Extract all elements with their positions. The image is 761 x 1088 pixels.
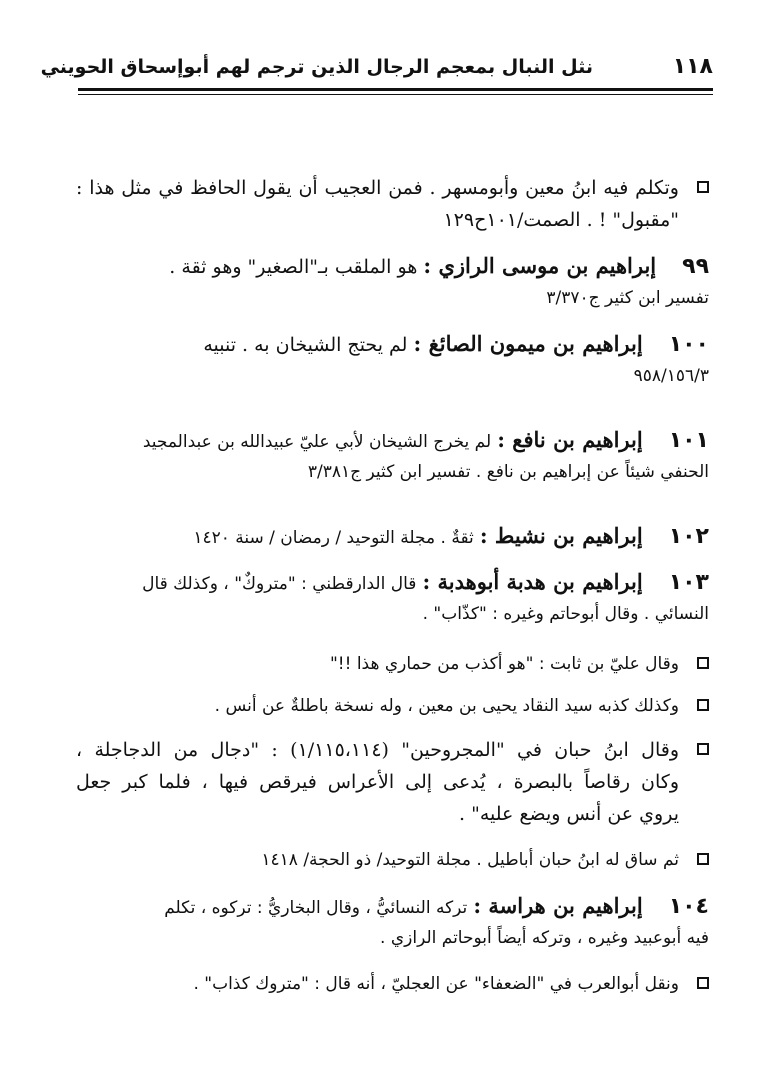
entry-line: فيه أبوعبيد وغيره ، وتركه أيضاً أبوحاتم الرازي . bbox=[380, 928, 709, 948]
entry-first-line bbox=[76, 520, 709, 552]
entry-103-note-1 bbox=[76, 648, 709, 680]
entry-text: لم يحتج الشيخان به . تنبيه bbox=[203, 334, 408, 356]
page-number: ١١٨ bbox=[672, 54, 713, 79]
entry-103-note-4 bbox=[76, 844, 709, 876]
entry-heading: إبراهيم بن هراسة : bbox=[473, 893, 643, 918]
running-title: نثل النبال بمعجم الرجال الذين ترجم لهم أبوإسحاق الحويني bbox=[40, 56, 593, 78]
entry-text: تركه النسائيُّ ، وقال البخاريُّ : تركوه ، تكلم bbox=[164, 898, 468, 918]
note-line: وتكلم فيه ابنُ معين وأبومسهر . فمن العجيب أن يقول الحافظ في مثل هذا : bbox=[76, 172, 709, 204]
entry-99 bbox=[76, 250, 709, 314]
entry-line: النسائي . وقال أبوحاتم وغيره : "كذّاب" . bbox=[422, 604, 709, 624]
checkbox-bullet-icon bbox=[697, 977, 709, 989]
entry-text: ثقةٌ . مجلة التوحيد / رمضان / سنة ١٤٢٠ bbox=[193, 528, 474, 548]
entry-heading: إبراهيم بن نافع : bbox=[497, 427, 643, 452]
note-line: ونقل أبوالعرب في "الضعفاء" عن العجليّ ، أنه قال : "متروك كذاب" . bbox=[76, 968, 709, 1000]
entry-101 bbox=[76, 424, 709, 488]
header-rule-thin bbox=[78, 94, 713, 95]
entry-104 bbox=[76, 890, 709, 954]
entry-line: تفسير ابن كثير ج٣/٣٧٠ bbox=[546, 288, 709, 308]
entry-line: ٩٥٨/١٥٦/٣ bbox=[633, 366, 709, 386]
entry-continuation bbox=[76, 172, 709, 236]
note-line: وقال ابنُ حبان في "المجروحين" (١/١١٥،١١٤) : "دجال من الدجاجلة ، bbox=[76, 734, 709, 766]
note-line: وقال عليّ بن ثابت : "هو أكذب من حماري هذا !!" bbox=[76, 648, 709, 680]
entry-first-line bbox=[76, 424, 709, 456]
note-line: "مقبول" ! . الصمت/١٠١ح١٢٩ bbox=[443, 209, 679, 231]
entry-line: الحنفي شيئاً عن إبراهيم بن نافع . تفسير ابن كثير ج٣/٣٨١ bbox=[307, 462, 709, 482]
header-rule-thick bbox=[78, 88, 713, 91]
checkbox-bullet-icon bbox=[697, 743, 709, 755]
entry-heading: إبراهيم بن نشيط : bbox=[479, 523, 643, 548]
entry-text: هو الملقب بـ"الصغير" وهو ثقة . bbox=[169, 256, 418, 278]
entry-number: ١٠١ bbox=[668, 428, 709, 453]
entry-first-line bbox=[76, 328, 709, 360]
entry-103-note-3 bbox=[76, 734, 709, 830]
checkbox-bullet-icon bbox=[697, 657, 709, 669]
checkbox-bullet-icon bbox=[697, 699, 709, 711]
note-line: وكان رقاصاً بالبصرة ، يُدعى إلى الأعراس فيرقص فيها ، فلما كبر جعل bbox=[76, 771, 679, 793]
note-line: يروي عن أنس ويضع عليه" . bbox=[459, 803, 679, 825]
entry-heading: إبراهيم بن موسى الرازي : bbox=[423, 253, 657, 278]
entry-104-note-1 bbox=[76, 968, 709, 1000]
note-line: ثم ساق له ابنُ حبان أباطيل . مجلة التوحيد/ ذو الحجة/ ١٤١٨ bbox=[76, 844, 709, 876]
note-line: وكذلك كذبه سيد النقاد يحيى بن معين ، وله نسخة باطلةٌ عن أنس . bbox=[76, 690, 709, 722]
entry-heading: إبراهيم بن هدبة أبوهدبة : bbox=[422, 569, 643, 594]
entry-103-note-2 bbox=[76, 690, 709, 722]
checkbox-bullet-icon bbox=[697, 181, 709, 193]
entry-number: ١٠٣ bbox=[668, 570, 709, 595]
entry-first-line bbox=[76, 250, 709, 282]
entry-heading: إبراهيم بن ميمون الصائغ : bbox=[413, 331, 643, 356]
entry-number: ١٠٤ bbox=[668, 894, 709, 919]
entry-number: ١٠٠ bbox=[668, 332, 709, 357]
entry-100 bbox=[76, 328, 709, 392]
entry-first-line bbox=[76, 566, 709, 598]
entry-number: ٩٩ bbox=[682, 254, 709, 279]
entry-text: قال الدارقطني : "متروكٌ" ، وكذلك قال bbox=[142, 574, 417, 594]
page-header bbox=[40, 52, 713, 82]
entry-102 bbox=[76, 520, 709, 552]
entry-text: لم يخرج الشيخان لأبي عليّ عبيدالله بن عبدالمجيد bbox=[142, 432, 492, 452]
entry-number: ١٠٢ bbox=[668, 524, 709, 549]
entry-103 bbox=[76, 566, 709, 630]
entry-first-line bbox=[76, 890, 709, 922]
checkbox-bullet-icon bbox=[697, 853, 709, 865]
